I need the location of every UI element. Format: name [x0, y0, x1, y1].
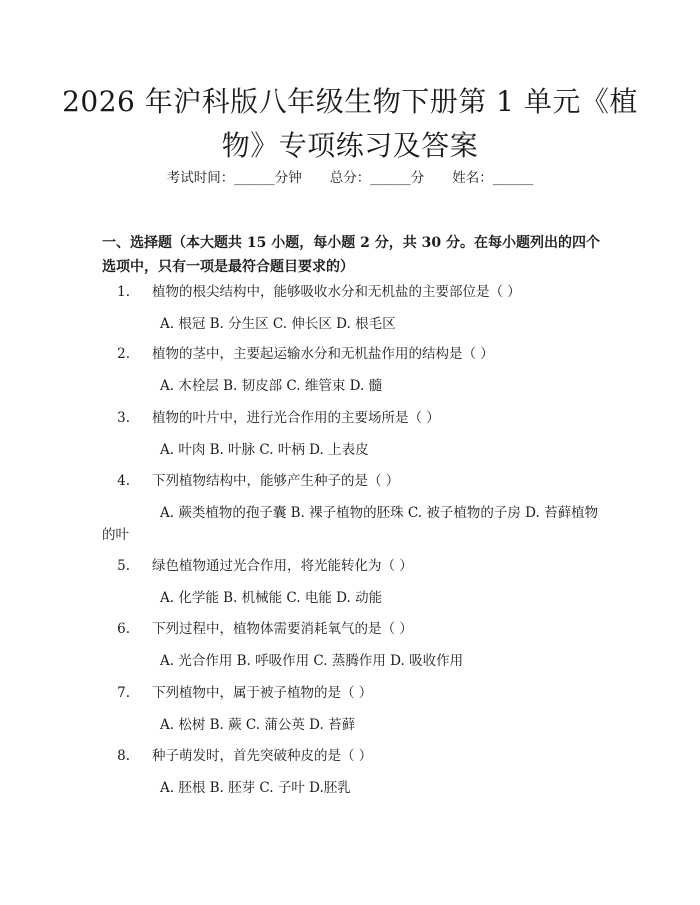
- question-text: 绿色植物通过光合作用，将光能转化为（ ）: [152, 558, 413, 574]
- question-4: [102, 471, 602, 491]
- question-1: [102, 282, 602, 302]
- question-number: 4.: [117, 473, 130, 489]
- title-line-1: 2026 年沪科版八年级生物下册第 1 单元《植: [62, 85, 638, 118]
- exam-info: [0, 168, 700, 188]
- question-text: 植物的叶片中，进行光合作用的主要场所是（ ）: [152, 410, 440, 426]
- question-text: 下列植物中，属于被子植物的是（ ）: [152, 685, 373, 701]
- question-3-options: A. 叶肉 B. 叶脉 C. 叶柄 D. 上表皮: [160, 442, 369, 458]
- question-1-options: A. 根冠 B. 分生区 C. 伸长区 D. 根毛区: [160, 316, 396, 332]
- question-number: 1.: [117, 284, 130, 300]
- question-text: 下列植物结构中，能够产生种子的是（ ）: [152, 473, 400, 489]
- question-7-options: A. 松树 B. 蕨 C. 蒲公英 D. 苔藓: [160, 717, 356, 733]
- question-text: 下列过程中，植物体需要消耗氧气的是（ ）: [152, 621, 413, 637]
- question-2: [102, 344, 602, 364]
- exam-time-field: 考试时间：______分钟: [166, 170, 302, 186]
- question-2-options: A. 木栓层 B. 韧皮部 C. 维管束 D. 髓: [160, 378, 383, 394]
- question-8: [102, 746, 602, 766]
- question-4-options: A. 蕨类植物的孢子囊 B. 裸子植物的胚珠 C. 被子植物的子房 D. 苔藓植物的叶: [102, 505, 599, 543]
- section-heading: 一、选择题（本大题共 15 小题，每小题 2 分，共 30 分。在每小题列出的四个选项中，只有一项是最符合题目要求的）: [102, 235, 600, 275]
- question-number: 7.: [117, 685, 130, 701]
- question-number: 2.: [117, 346, 130, 362]
- title-line-2: 物》专项练习及答案: [221, 129, 479, 162]
- question-text: 种子萌发时，首先突破种皮的是（ ）: [152, 748, 373, 764]
- student-name-field: 姓名：______: [452, 170, 534, 186]
- page-title: [60, 80, 640, 168]
- question-8-options: A. 胚根 B. 胚芽 C. 子叶 D.胚乳: [160, 780, 351, 796]
- question-6-options: A. 光合作用 B. 呼吸作用 C. 蒸腾作用 D. 吸收作用: [160, 653, 464, 669]
- question-5-options: A. 化学能 B. 机械能 C. 电能 D. 动能: [160, 590, 383, 606]
- question-7: [102, 683, 602, 703]
- question-5: [102, 556, 602, 576]
- question-3: [102, 408, 602, 428]
- question-number: 6.: [117, 621, 130, 637]
- question-6: [102, 619, 602, 639]
- question-text: 植物的茎中，主要起运输水分和无机盐作用的结构是（ ）: [152, 346, 494, 362]
- question-text: 植物的根尖结构中，能够吸收水分和无机盐的主要部位是（ ）: [152, 284, 521, 300]
- question-number: 5.: [117, 558, 130, 574]
- question-number: 3.: [117, 410, 130, 426]
- exam-score-field: 总分：______分: [329, 170, 425, 186]
- question-number: 8.: [117, 748, 130, 764]
